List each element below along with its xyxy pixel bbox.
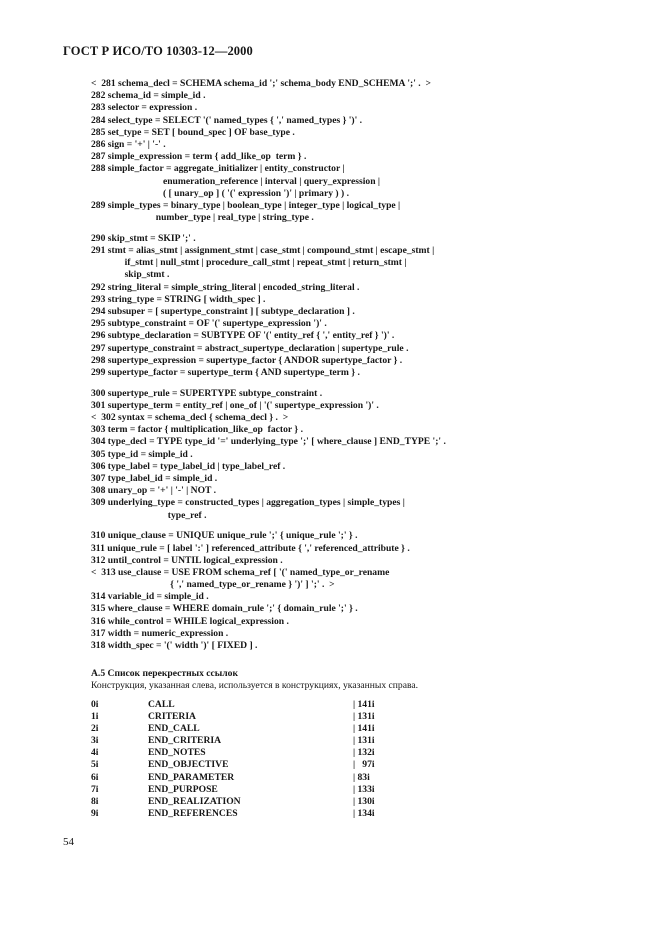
- xref-row: [91, 772, 511, 784]
- xref-id: 6i: [91, 771, 99, 783]
- grammar-line: 288 simple_factor = aggregate_initializer | entity_constructor |: [91, 163, 345, 175]
- grammar-line: if_stmt | null_stmt | procedure_call_stmt | repeat_stmt | return_stmt |: [91, 257, 407, 269]
- page-header: ГОСТ Р ИСО/ТО 10303-12—2000: [63, 44, 253, 58]
- xref-row: [91, 723, 511, 735]
- xref-ref: | 97i: [353, 759, 375, 771]
- xref-ref: | 131i: [353, 711, 375, 723]
- xref-name: END_PARAMETER: [148, 771, 235, 783]
- grammar-line: 304 type_decl = TYPE type_id '=' underlying_type ';' [ where_clause ] END_TYPE ';' .: [91, 436, 446, 448]
- grammar-line: 303 term = factor { multiplication_like_op factor } .: [91, 424, 303, 436]
- grammar-gap: [91, 224, 611, 233]
- grammar-line: 297 supertype_constraint = abstract_supertype_declaration | supertype_rule .: [91, 342, 409, 354]
- grammar-line: 317 width = numeric_expression .: [91, 627, 229, 639]
- xref-row: [91, 735, 511, 747]
- grammar-line: 283 selector = expression .: [91, 102, 198, 114]
- xref-ref: | 133i: [353, 783, 375, 795]
- grammar-line: 306 type_label = type_label_id | type_label_ref .: [91, 460, 286, 472]
- grammar-line: ( [ unary_op ] ( '(' expression ')' | primary ) ) .: [91, 187, 350, 199]
- xref-name: CRITERIA: [148, 711, 196, 723]
- xref-ref: | 132i: [353, 747, 375, 759]
- grammar-line: 298 supertype_expression = supertype_factor { ANDOR supertype_factor } .: [91, 354, 403, 366]
- grammar-line: 314 variable_id = simple_id .: [91, 591, 209, 603]
- grammar-line: 284 select_type = SELECT '(' named_types { ',' named_types } ')' .: [91, 114, 363, 126]
- xref-table: [91, 699, 511, 820]
- grammar-line: 295 subtype_constraint = OF '(' supertype_expression ')' .: [91, 318, 327, 330]
- xref-ref: | 130i: [353, 795, 375, 807]
- xref-section-title: А.5 Список перекрестных ссылок: [91, 668, 239, 679]
- grammar-line: 296 subtype_declaration = SUBTYPE OF '(' entity_ref { ',' entity_ref } ')' .: [91, 330, 395, 342]
- xref-name: END_REALIZATION: [148, 795, 241, 807]
- xref-name: END_NOTES: [148, 747, 206, 759]
- xref-name: END_CALL: [148, 723, 200, 735]
- grammar-line: 291 stmt = alias_stmt | assignment_stmt | case_stmt | compound_stmt | escape_stmt |: [91, 245, 435, 257]
- xref-ref: | 83i: [353, 771, 370, 783]
- grammar-line: 286 sign = '+' | '-' .: [91, 138, 166, 150]
- xref-row: [91, 759, 511, 771]
- xref-row: [91, 711, 511, 723]
- xref-id: 9i: [91, 807, 99, 819]
- xref-id: 7i: [91, 783, 99, 795]
- grammar-line: < 313 use_clause = USE FROM schema_ref [ '(' named_type_or_rename: [91, 566, 390, 578]
- grammar-line: skip_stmt .: [91, 269, 170, 281]
- xref-ref: | 134i: [353, 807, 375, 819]
- grammar-line: 292 string_literal = simple_string_literal | encoded_string_literal .: [91, 281, 360, 293]
- grammar-line: < 281 schema_decl = SCHEMA schema_id ';' schema_body END_SCHEMA ';' . >: [91, 78, 431, 89]
- grammar-line: 282 schema_id = simple_id .: [91, 90, 206, 102]
- xref-row: [91, 796, 511, 808]
- xref-name: END_REFERENCES: [148, 807, 238, 819]
- xref-row: [91, 747, 511, 759]
- xref-ref: | 141i: [353, 723, 375, 735]
- page-number: 54: [63, 836, 74, 848]
- grammar-line: 316 while_control = WHILE logical_expression .: [91, 615, 289, 627]
- xref-name: END_CRITERIA: [148, 735, 222, 747]
- grammar-line: 308 unary_op = '+' | '-' | NOT .: [91, 485, 217, 497]
- grammar-line: 299 supertype_factor = supertype_term { AND supertype_term } .: [91, 366, 360, 378]
- grammar-line: type_ref .: [91, 509, 207, 521]
- grammar-line: 290 skip_stmt = SKIP ';' .: [91, 232, 196, 244]
- grammar-gap: [91, 379, 611, 388]
- xref-ref: | 131i: [353, 735, 375, 747]
- xref-id: 8i: [91, 795, 99, 807]
- xref-name: END_OBJECTIVE: [148, 759, 229, 771]
- xref-row: [91, 784, 511, 796]
- grammar-line: 309 underlying_type = constructed_types | aggregation_types | simple_types |: [91, 497, 405, 509]
- xref-name: END_PURPOSE: [148, 783, 218, 795]
- grammar-rules: [91, 78, 611, 652]
- grammar-line: 289 simple_types = binary_type | boolean_type | integer_type | logical_type |: [91, 199, 401, 211]
- grammar-line: 294 subsuper = [ supertype_constraint ] [ subtype_declaration ] .: [91, 305, 355, 317]
- grammar-line: 293 string_type = STRING [ width_spec ] .: [91, 293, 266, 305]
- grammar-line: 287 simple_expression = term { add_like_op term } .: [91, 151, 307, 163]
- grammar-line: 310 unique_clause = UNIQUE unique_rule ';' { unique_rule ';' } .: [91, 530, 358, 542]
- xref-id: 2i: [91, 723, 99, 735]
- xref-name: CALL: [148, 699, 175, 710]
- grammar-line: 300 supertype_rule = SUPERTYPE subtype_constraint .: [91, 387, 323, 399]
- xref-id: 1i: [91, 711, 99, 723]
- xref-id: 3i: [91, 735, 99, 747]
- xref-id: 4i: [91, 747, 99, 759]
- grammar-line: 285 set_type = SET [ bound_spec ] OF base_type .: [91, 126, 295, 138]
- xref-ref: | 141i: [353, 699, 375, 710]
- grammar-line: 301 supertype_term = entity_ref | one_of | '(' supertype_expression ')' .: [91, 399, 379, 411]
- grammar-line: 315 where_clause = WHERE domain_rule ';' { domain_rule ';' } .: [91, 603, 358, 615]
- grammar-line: 305 type_id = simple_id .: [91, 448, 193, 460]
- grammar-line: 307 type_label_id = simple_id .: [91, 473, 218, 484]
- xref-id: 5i: [91, 759, 99, 771]
- grammar-line: < 302 syntax = schema_decl { schema_decl } . >: [91, 412, 289, 424]
- xref-description: Конструкция, указанная слева, используется в конструкциях, указанных справа.: [91, 680, 419, 691]
- grammar-line: 312 until_control = UNTIL logical_expression .: [91, 554, 283, 566]
- grammar-gap: [91, 522, 611, 531]
- grammar-line: 318 width_spec = '(' width ')' [ FIXED ] .: [91, 640, 258, 652]
- grammar-line: 311 unique_rule = [ label ':' ] referenced_attribute { ',' referenced_attribute } .: [91, 542, 410, 554]
- grammar-line: { ',' named_type_or_rename } ')' ] ';' . >: [91, 579, 335, 591]
- xref-id: 0i: [91, 699, 99, 710]
- xref-row: [91, 808, 511, 820]
- xref-row: [91, 699, 511, 711]
- grammar-line: enumeration_reference | interval | query_expression |: [91, 175, 381, 187]
- grammar-line: number_type | real_type | string_type .: [91, 212, 314, 224]
